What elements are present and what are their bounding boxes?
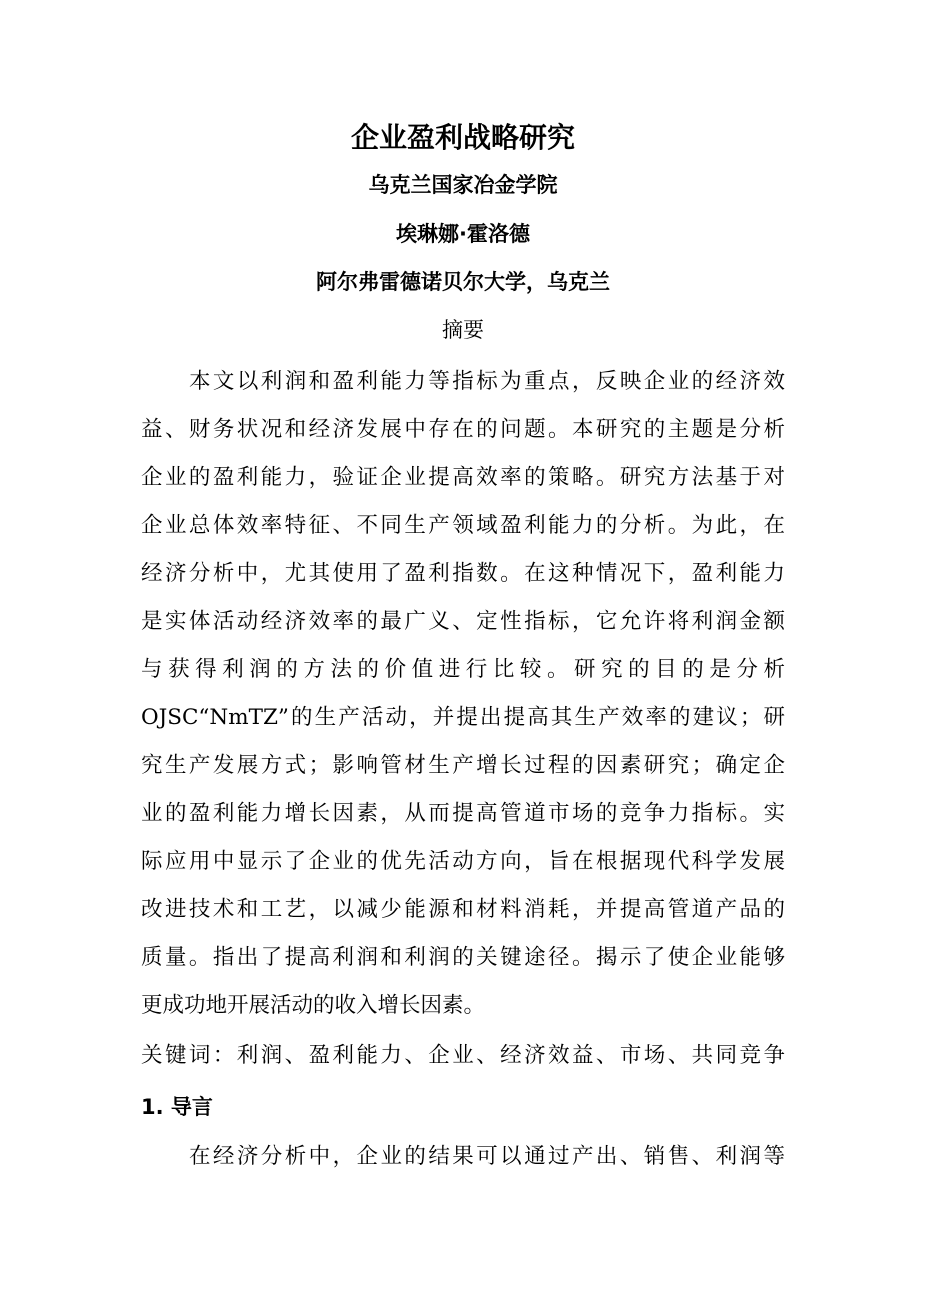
author-name: 埃琳娜·霍洛德: [396, 222, 530, 246]
abstract-line: 业的盈利能力增长因素，从而提高管道市场的竞争力指标。实: [141, 801, 785, 826]
abstract-line: 益、财务状况和经济发展中存在的问题。本研究的主题是分析: [141, 417, 785, 442]
abstract-line: 改进技术和工艺，以减少能源和材料消耗，并提高管道产品的: [141, 897, 785, 922]
abstract-line: 企业总体效率特征、不同生产领域盈利能力的分析。为此，在: [141, 513, 785, 538]
abstract-line: 经济分析中，尤其使用了盈利指数。在这种情况下，盈利能力: [141, 561, 785, 586]
abstract-line: 与获得利润的方法的价值进行比较。研究的目的是分析: [141, 657, 785, 682]
abstract-line: 本文以利润和盈利能力等指标为重点，反映企业的经济效: [189, 369, 785, 394]
abstract-line: 是实体活动经济效率的最广义、定性指标，它允许将利润金额: [141, 609, 785, 634]
affiliation-2: 阿尔弗雷德诺贝尔大学，乌克兰: [316, 270, 610, 294]
abstract-heading: 摘要: [442, 318, 484, 342]
abstract-line: 际应用中显示了企业的优先活动方向，旨在根据现代科学发展: [141, 849, 785, 874]
abstract-line: 质量。指出了提高利润和利润的关键途径。揭示了使企业能够: [141, 945, 785, 970]
abstract-line: 更成功地开展活动的收入增长因素。: [141, 993, 486, 1018]
affiliation-1: 乌克兰国家冶金学院: [368, 173, 558, 197]
paper-title: 企业盈利战略研究: [350, 121, 575, 154]
keywords-line: 关键词：利润、盈利能力、企业、经济效益、市场、共同竞争: [141, 1043, 785, 1068]
abstract-line: 究生产发展方式；影响管材生产增长过程的因素研究；确定企: [141, 753, 785, 778]
abstract-line: OJSC“NmTZ”的生产活动，并提出提高其生产效率的建议；研: [141, 705, 785, 730]
abstract-line: 企业的盈利能力，验证企业提高效率的策略。研究方法基于对: [141, 465, 785, 490]
section-heading: 1. 导言: [141, 1095, 213, 1119]
body-line: 在经济分析中，企业的结果可以通过产出、销售、利润等: [189, 1144, 785, 1169]
